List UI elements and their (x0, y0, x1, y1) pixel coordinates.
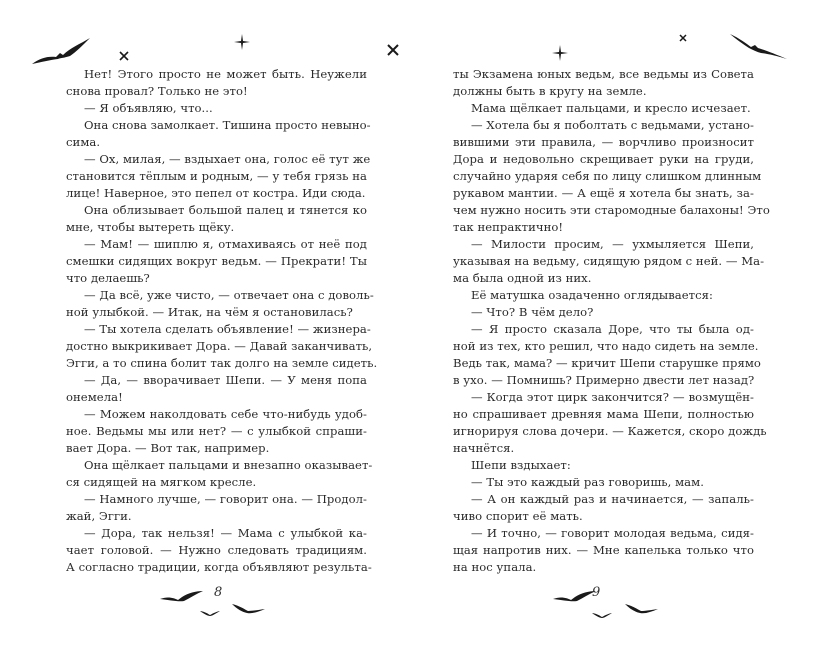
text-line: — Ох, милая, — вздыхает она, голос её тут же (84, 152, 371, 166)
text-line: Ведь так, мама? — кричит Шепи старушке прямо (453, 356, 761, 370)
text-line: — Милости просим, — ухмыляется Шепи, (471, 237, 754, 251)
text-line: сима. (66, 135, 101, 149)
text-line: Она снова замолкает. Тишина просто невыно- (84, 118, 371, 132)
text-line: рукавом мантии. — А ещё я хотела бы знать, за- (453, 186, 754, 200)
text-line: — Ты это каждый раз говоришь, мам. (471, 475, 704, 489)
bat-icon (232, 603, 266, 615)
bat-icon (553, 590, 597, 604)
cross-star-icon (119, 51, 129, 61)
text-line: мне, чтобы вытереть щёку. (66, 220, 235, 234)
text-line: — Мам! — шиплю я, отмахиваясь от неё под (84, 237, 367, 251)
text-line: Она щёлкает пальцами и внезапно оказывает- (84, 458, 373, 472)
text-line: Нет! Этого просто не может быть. Неужели (84, 67, 367, 81)
text-line: указывая на ведьму, сидящую рядом с ней. — Ма- (453, 254, 765, 268)
page-number: 8 (214, 585, 223, 600)
text-line: — Я просто сказала Доре, что ты была од- (471, 322, 754, 336)
bat-icon (625, 603, 659, 615)
text-line: А согласно традиции, когда объявляют результа- (66, 560, 372, 574)
text-line: — Можем наколдовать себе что-нибудь удоб- (84, 407, 367, 421)
text-line: ной улыбкой. — Итак, на чём я остановилась? (66, 305, 353, 319)
text-line: щая напротив них. — Мне капелька только что (453, 543, 754, 557)
bat-icon (30, 36, 92, 66)
text-line: Мама щёлкает пальцами, и кресло исчезает. (471, 101, 751, 115)
text-line: — Ты хотела сделать объявление! — жизнера- (84, 322, 371, 336)
text-line: должны быть в кругу на земле. (453, 84, 647, 98)
text-line: что делаешь? (66, 271, 150, 285)
bat-icon (160, 590, 204, 604)
text-line: смешки сидящих вокруг ведьм. — Прекрати! Ты (66, 254, 367, 268)
text-line: лице! Наверное, это пепел от костра. Иди сюда. (66, 186, 366, 200)
text-line: — Намного лучше, — говорит она. — Продол- (84, 492, 367, 506)
text-line: жай, Эгги. (66, 509, 132, 523)
text-line: Её матушка озадаченно оглядывается: (471, 288, 713, 302)
text-line: Дора и недовольно скрещивает руки на груди, (453, 152, 754, 166)
page-number: 9 (592, 585, 601, 600)
text-line: чиво спорит её мать. (453, 509, 583, 523)
text-line: — Дора, так нельзя! — Мама с улыбкой ка- (84, 526, 367, 540)
text-line: Эгги, а то спина болит так долго на земле сидеть. (66, 356, 378, 370)
left-page-text (66, 66, 378, 576)
text-line: — А он каждый раз и начинается, — запаль- (471, 492, 754, 506)
text-line: в ухо. — Помнишь? Примерно двести лет назад? (453, 373, 755, 387)
text-line: но спрашивает древняя мама Шепи, полностью (453, 407, 754, 421)
text-line: вает Дора. — Вот так, например. (66, 441, 270, 455)
text-line: ное. Ведьмы мы или нет? — с улыбкой спраши- (66, 424, 367, 438)
text-line: ма была одной из них. (453, 271, 592, 285)
text-line: — Хотела бы я поболтать с ведьмами, устано- (471, 118, 754, 132)
text-line: — Я объявляю, что... (84, 101, 213, 115)
left-page (0, 0, 409, 662)
bat-icon (592, 611, 612, 619)
cross-star-icon (679, 34, 687, 42)
bat-icon (729, 32, 789, 60)
right-page (409, 0, 819, 662)
text-line: — Да, — вворачивает Шепи. — У меня попа (84, 373, 367, 387)
text-line: онемела! (66, 390, 123, 404)
text-line: Она облизывает большой палец и тянется ко (84, 203, 367, 217)
text-line: ты Экзамена юных ведьм, все ведьмы из Совета (453, 67, 754, 81)
right-page-text (453, 66, 770, 576)
text-line: ной из тех, кто решил, что надо сидеть на земле. (453, 339, 759, 353)
text-line: так непрактично! (453, 220, 564, 234)
text-line: игнорируя слова дочери. — Кажется, скоро дождь (453, 424, 767, 438)
sparkle-star-icon (234, 34, 250, 50)
cross-star-icon (387, 44, 399, 56)
sparkle-star-icon (552, 45, 568, 61)
bat-icon (200, 609, 220, 617)
text-line: — Когда этот цирк закончится? — возмущён- (471, 390, 754, 404)
text-line: чем нужно носить эти старомодные балахоны! Это (453, 203, 770, 217)
text-line: — И точно, — говорит молодая ведьма, сидя- (471, 526, 754, 540)
text-line: чает головой. — Нужно следовать традициям. (66, 543, 367, 557)
text-line: случайно ударяя себя по лицу слишком длинным (453, 169, 762, 183)
text-line: начнётся. (453, 441, 515, 455)
text-line: на нос упала. (453, 560, 537, 574)
text-line: снова провал? Только не это! (66, 84, 248, 98)
text-line: Шепи вздыхает: (471, 458, 571, 472)
text-line: — Да всё, уже чисто, — отвечает она с доволь- (84, 288, 374, 302)
text-line: — Что? В чём дело? (471, 305, 594, 319)
text-line: вившими эти правила, — ворчливо произносит (453, 135, 754, 149)
text-line: достно выкрикивает Дора. — Давай заканчивать, (66, 339, 373, 353)
text-line: становится тёплым и родным, — у тебя грязь на (66, 169, 367, 183)
text-line: ся сидящей на мягком кресле. (66, 475, 257, 489)
